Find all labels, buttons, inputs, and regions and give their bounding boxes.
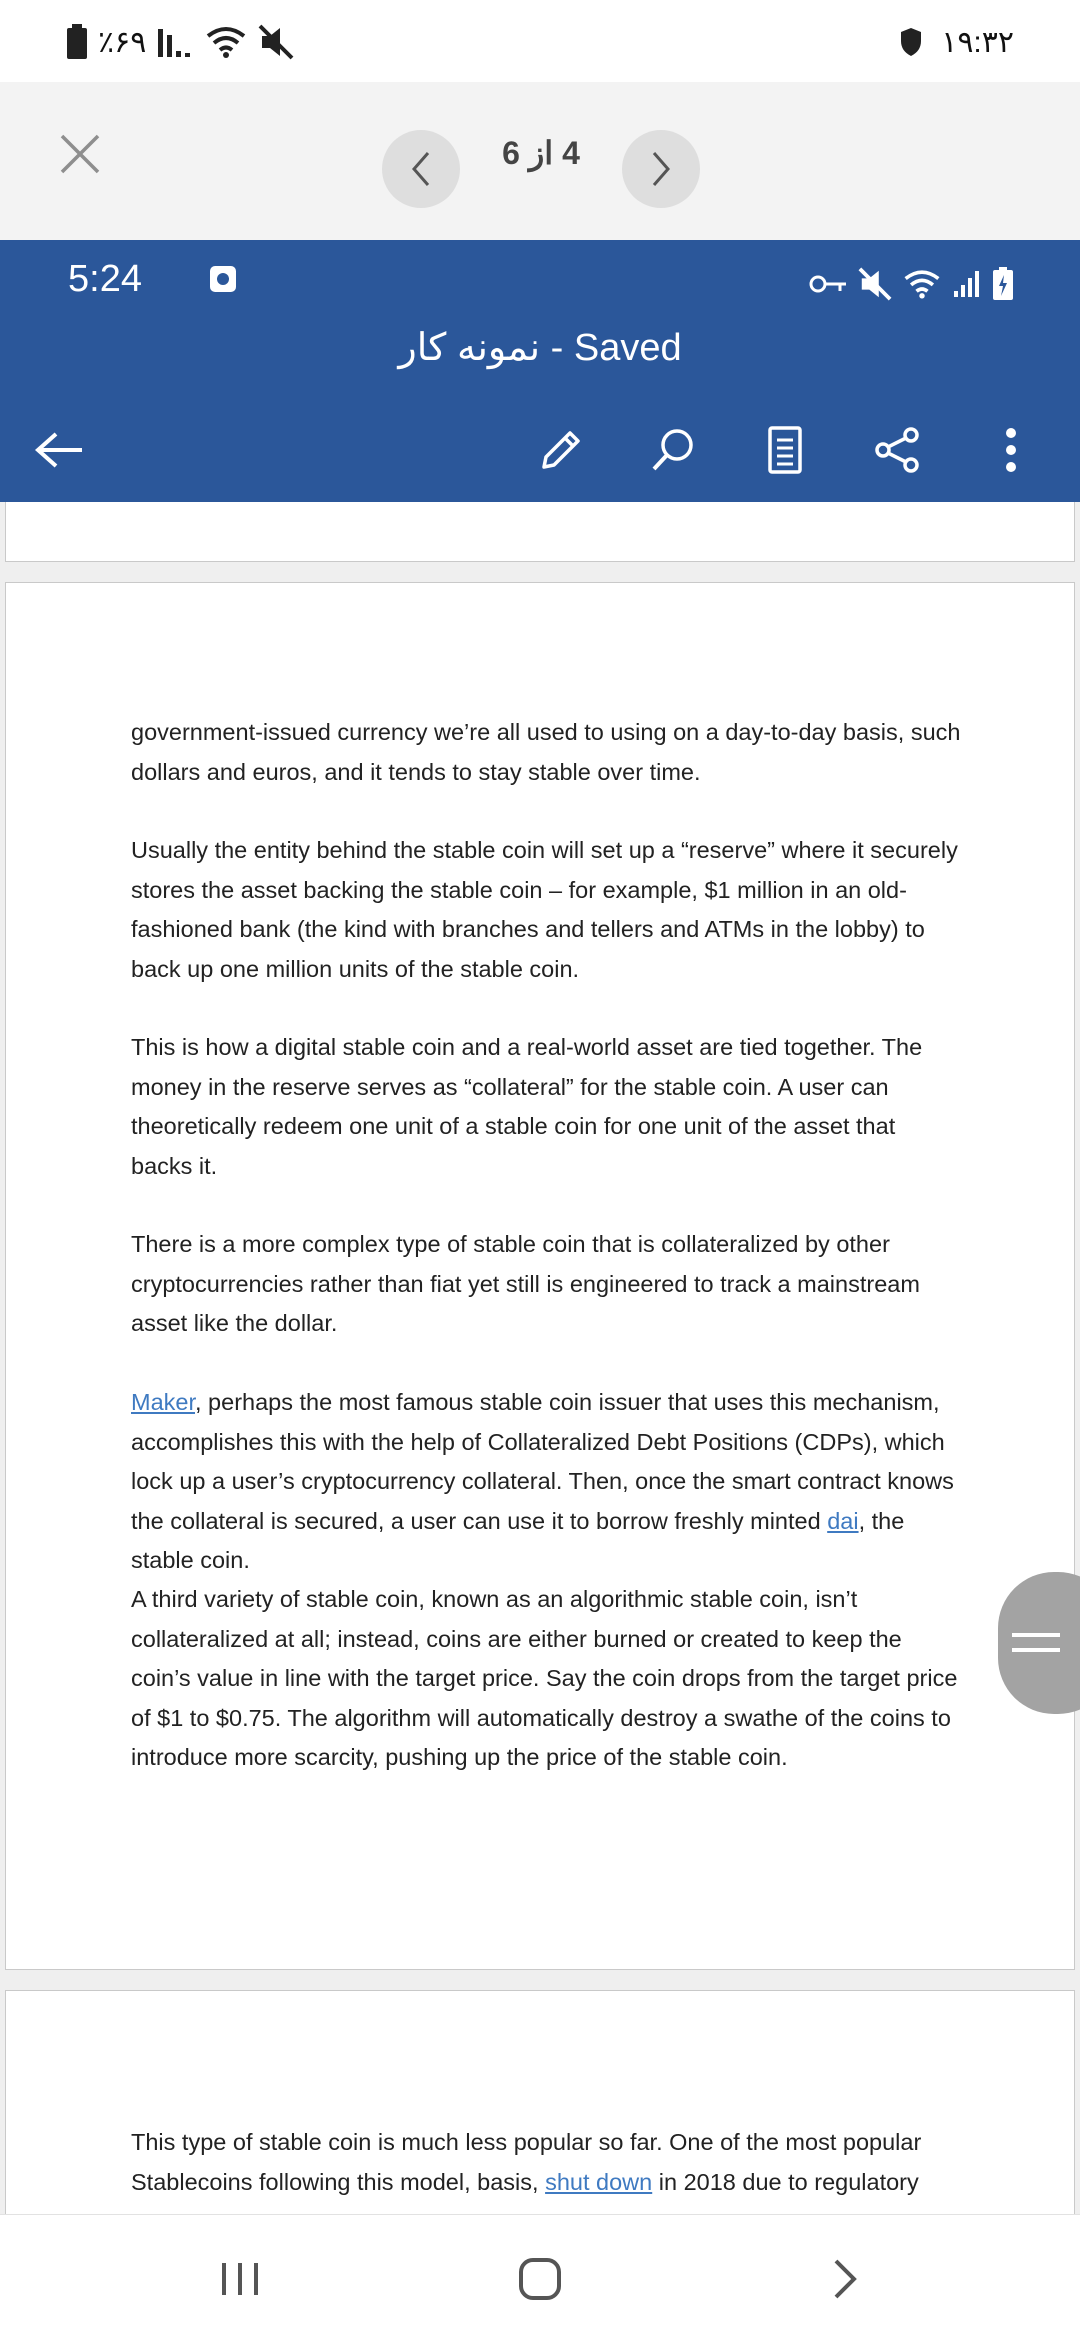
previous-page-button[interactable]	[382, 130, 460, 208]
paragraph: government-issued currency we’re all used to using on a day-to-day basis, such dollars and euros, and it tends to stay stable over time.	[131, 719, 961, 785]
recent-apps-icon	[210, 2249, 270, 2309]
inner-status-icons	[808, 262, 1014, 306]
search-icon	[648, 425, 698, 475]
home-icon	[510, 2249, 570, 2309]
key-icon	[808, 272, 848, 296]
home-button[interactable]	[510, 2249, 570, 2309]
signal-icon	[156, 25, 194, 59]
read-mode-icon	[765, 425, 805, 475]
shut-down-link[interactable]: shut down	[545, 2168, 653, 2195]
read-mode-button[interactable]	[755, 420, 815, 480]
paragraph: This is how a digital stable coin and a real-world asset are tied together. The money in the reserve serves as “collateral” for the stable coin. A user can theoretically redeem one unit of a stable coin for one unit of the asset that backs it.	[131, 1034, 923, 1179]
wifi-icon	[204, 24, 248, 60]
document-title: نمونه کار - Saved	[398, 327, 682, 369]
signal-icon	[952, 269, 982, 299]
chevron-left-icon	[406, 149, 436, 189]
share-icon	[871, 425, 923, 475]
screenshot-icon	[208, 264, 238, 294]
status-left-group	[66, 18, 294, 66]
shield-icon	[899, 27, 923, 57]
wifi-icon	[902, 267, 942, 301]
edit-icon	[536, 425, 586, 475]
paragraph-text: in 2018 due to regulatory	[652, 2168, 919, 2195]
back-button[interactable]	[30, 420, 90, 480]
status-time: ۱۹:۳۲	[941, 25, 1014, 59]
dai-link[interactable]: dai	[827, 1507, 859, 1534]
paragraph	[131, 2123, 961, 2202]
scroll-handle[interactable]	[998, 1572, 1080, 1714]
battery-percent: ٪۶۹	[98, 25, 147, 59]
back-nav-button[interactable]	[814, 2249, 874, 2309]
navigation-bar	[0, 2214, 1080, 2340]
battery-icon	[66, 24, 88, 60]
more-options-button[interactable]	[981, 420, 1041, 480]
mute-icon	[258, 24, 294, 60]
maker-link[interactable]: Maker	[131, 1389, 195, 1415]
back-arrow-icon	[34, 430, 86, 470]
paragraph-text: , perhaps the most famous stable coin issuer that uses this mechanism, accomplishes this with the help of Collateralized Debt Positions (CDPs), which lock up a user’s cryptocurrency collateral. Then, once the smart contract knows the collateral is secured, a user can use it to borrow freshly minted	[131, 1389, 954, 1534]
status-right-group	[899, 18, 1014, 66]
paragraph-text: This type of stable coin is much less popular so far. One of the most popular Stablecoins following this model, basis,	[131, 2129, 922, 2195]
recent-apps-button[interactable]	[210, 2249, 270, 2309]
page-indicator: 4 از 6	[502, 135, 580, 171]
mute-icon	[858, 267, 892, 301]
inner-status-time: 5:24	[68, 258, 142, 300]
toolbar	[0, 410, 1080, 490]
page-3	[5, 1990, 1075, 2214]
paragraph: A third variety of stable coin, known as an algorithmic stable coin, isn’t collateralized at all; instead, coins are either burned or created to keep the coin’s value in line with the target price. Say the coin drops from the target price of $1 to $0.75. The algorithm will automatically destroy a swathe of the coins to introduce more scarcity, pushing up the price of the stable coin.	[131, 1586, 958, 1770]
more-icon	[1001, 425, 1021, 475]
paragraph: Usually the entity behind the stable coin will set up a “reserve” where it securely stores the asset backing the stable coin – for example, $1 million in an old-fashioned bank (the kind with branches and tellers and ATMs in the lobby) to back up one million units of the stable coin.	[131, 837, 958, 982]
chevron-right-icon	[646, 149, 676, 189]
back-icon	[814, 2249, 874, 2309]
paragraph: There is a more complex type of stable coin that is collateralized by other cryptocurrencies rather than fiat yet still is engineered to track a mainstream asset like the dollar.	[131, 1231, 920, 1336]
battery-charging-icon	[992, 267, 1014, 301]
share-button[interactable]	[867, 420, 927, 480]
paragraph	[131, 1383, 961, 1581]
close-icon	[56, 130, 104, 178]
edit-button[interactable]	[531, 420, 591, 480]
document-canvas[interactable]	[0, 502, 1080, 2214]
page-2	[5, 582, 1075, 1970]
drag-handle-icon	[1010, 1628, 1062, 1658]
search-button[interactable]	[643, 420, 703, 480]
paragraph-text: , the stable coin.	[131, 1507, 905, 1573]
page-1-tail	[5, 502, 1075, 562]
close-button[interactable]	[56, 130, 104, 178]
next-page-button[interactable]	[622, 130, 700, 208]
